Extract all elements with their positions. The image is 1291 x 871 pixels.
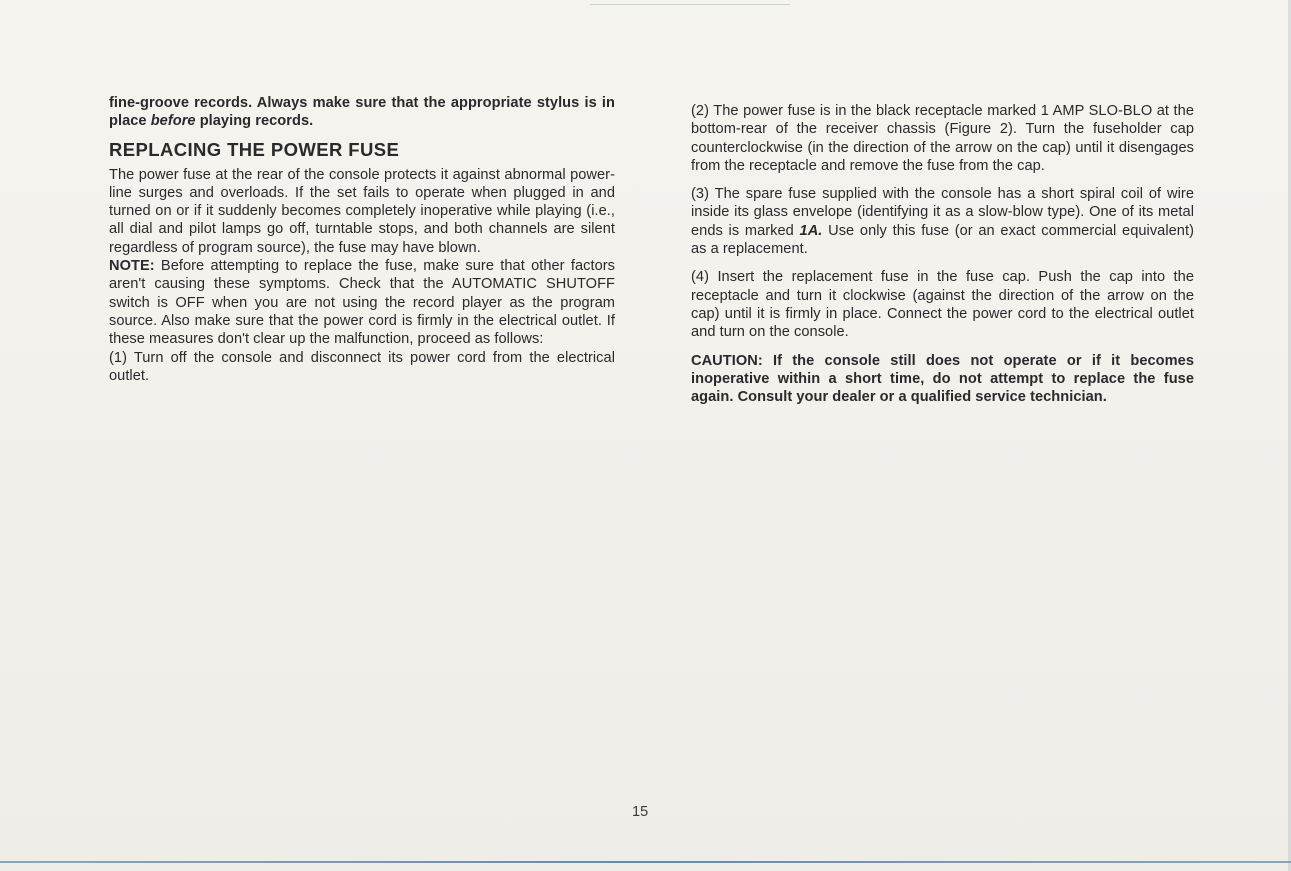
section-heading: REPLACING THE POWER FUSE bbox=[109, 138, 400, 160]
note-text: Before attempting to replace the fuse, make sure that other factors aren't causing these symptoms. Check that the AUTOMATIC SHUTOFF switch is OFF when you are not using the record player as the program source. Also make sure that the power cord is firmly in the electrical outlet. If these measures don't clear up the malfunction, proceed as follows: bbox=[109, 258, 615, 348]
step-3-paragraph bbox=[691, 185, 1194, 258]
caution-paragraph: CAUTION: If the console still does not operate or if it becomes inoperative within a short time, do not attempt to replace the fuse again. Consult your dealer or a qualified service technician. bbox=[691, 352, 1194, 406]
step-3-text: (3) The spare fuse supplied with the console has a short spiral coil of wire inside its glass envelope (identifying it as a slow-blow type). One of its metal ends is marked bbox=[691, 186, 1194, 239]
step-4-paragraph: (4) Insert the replacement fuse in the fuse cap. Push the cap into the receptacle and turn it clockwise (against the direction of the arrow on the cap) until it is firmly in place. Connect the power cord to the electrical outlet and turn on the console. bbox=[691, 269, 1194, 341]
step-3-tail: Use only this fuse (or an exact commercial equivalent) as a replacement. bbox=[691, 222, 1194, 258]
bottom-rule bbox=[0, 861, 1291, 863]
intro-emphasis: before bbox=[150, 113, 196, 130]
right-column bbox=[691, 102, 1194, 406]
fuse-marking: 1A. bbox=[799, 222, 823, 239]
intro-paragraph bbox=[109, 94, 615, 131]
page-number: 15 bbox=[632, 804, 649, 820]
note-paragraph bbox=[109, 257, 615, 348]
intro-text: fine-groove records. Always make sure that the appropriate stylus is in place bbox=[109, 95, 615, 130]
top-rule bbox=[590, 4, 790, 5]
intro-tail: playing records. bbox=[195, 113, 314, 130]
note-label: NOTE: bbox=[109, 258, 155, 275]
left-column bbox=[109, 94, 615, 385]
step-1-paragraph: (1) Turn off the console and disconnect its power cord from the electrical outlet. bbox=[109, 349, 615, 384]
step-2-paragraph: (2) The power fuse is in the black receptacle marked 1 AMP SLO-BLO at the bottom-rear of the receiver chassis (Figure 2). Turn the fuseholder cap counterclockwise (in the direction of the arrow on the cap) until it disengages from the receptacle and remove the fuse from the cap. bbox=[691, 103, 1194, 174]
fuse-description-paragraph: The power fuse at the rear of the console protects it against abnormal power-line surges and overloads. If the set fails to operate when plugged in and turned on or if it suddenly becomes completely inoperative while playing (i.e., all dial and pilot lamps go off, turntable stops, and both channels are silent regardless of program source), the fuse may have blown. bbox=[109, 166, 615, 256]
